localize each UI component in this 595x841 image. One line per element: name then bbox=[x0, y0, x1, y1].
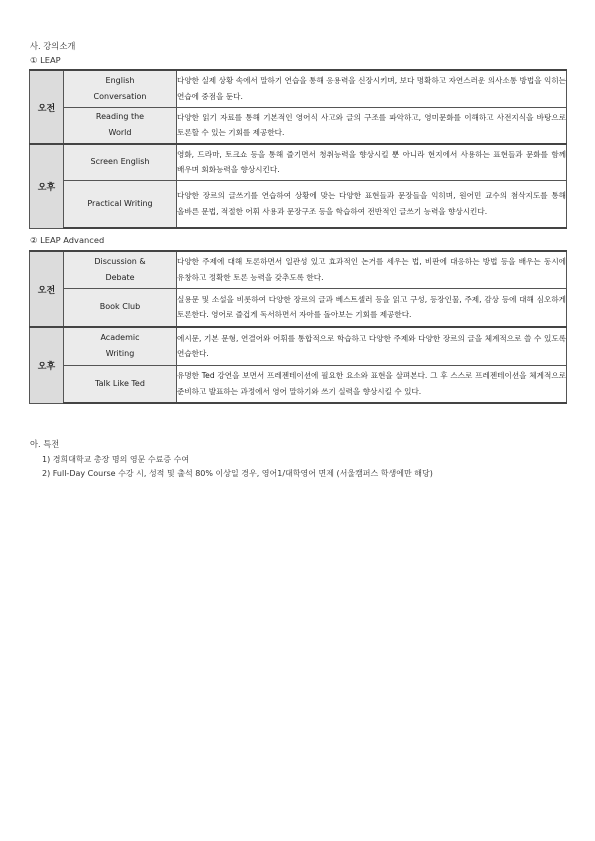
course-name: Talk Like Ted bbox=[64, 365, 177, 403]
course-description: 다양한 주제에 대해 토론하면서 일관성 있고 효과적인 논거를 세우는 법, 비판에 대응하는 방법 등을 배우는 동시에 유창하고 정확한 토론 능력을 갖추도록 한다. bbox=[177, 251, 567, 288]
perk-item: 2) Full-Day Course 수강 시, 성적 및 출석 80% 이상일 경우, 영어1/대학영어 면제 (서울캠퍼스 학생에만 해당) bbox=[42, 469, 433, 478]
session-cell: 오전 bbox=[30, 70, 64, 144]
leap-title: ① LEAP bbox=[30, 55, 61, 65]
course-name: Practical Writing bbox=[64, 180, 177, 228]
leap-advanced-course-table bbox=[29, 250, 567, 404]
course-description: 다양한 실제 상황 속에서 말하기 연습을 통해 응용력을 신장시키며, 보다 명확하고 자연스러운 의사소통 방법을 익히는 연습에 중점을 둔다. bbox=[177, 70, 567, 107]
perks-title: 아. 특전 bbox=[30, 439, 60, 449]
session-cell: 오후 bbox=[30, 144, 64, 228]
table-row bbox=[30, 70, 567, 107]
table-row bbox=[30, 288, 567, 327]
course-name: Book Club bbox=[64, 288, 177, 327]
course-name: Screen English bbox=[64, 144, 177, 180]
course-name-academic-writing: Academic Writing bbox=[64, 327, 177, 365]
section-intro-title: 사. 강의소개 bbox=[30, 41, 76, 51]
course-description: 다양한 장르의 글쓰기를 연습하여 상황에 맞는 다양한 표현들과 문장들을 익히며, 원어민 교수의 첨삭지도를 통해 올바른 문법, 적절한 어휘 사용과 문장구조 등을 학습하여 전반적인 글쓰기 능력을 향상시킨다. bbox=[177, 180, 567, 228]
table-row bbox=[30, 327, 567, 365]
course-description: 에시문, 기본 문형, 연결어와 어휘를 통합적으로 학습하고 다양한 주제와 다양한 장르의 글을 체계적으로 쓸 수 있도록 연습한다. bbox=[177, 327, 567, 365]
course-description: 영화, 드라마, 토크쇼 등을 통해 즐기면서 청취능력을 향상시킬 뿐 아니라 현지에서 사용하는 표현들과 문화를 함께 배우며 회화능력을 향상시킨다. bbox=[177, 144, 567, 180]
course-description: 실용문 및 소설을 비롯하여 다양한 장르의 글과 베스트셀러 등을 읽고 구성, 등장인물, 주제, 감상 등에 대해 심오하게 토론한다. 영어로 즐겁게 독서하면서 자아를 돌아보는 기회를 제공한다. bbox=[177, 288, 567, 327]
session-cell: 오후 bbox=[30, 327, 64, 403]
table-row bbox=[30, 180, 567, 228]
table-row bbox=[30, 107, 567, 144]
course-name-english-conversation: English Conversation bbox=[64, 70, 177, 107]
table-row bbox=[30, 251, 567, 288]
course-description: 유명한 Ted 강연을 보면서 프레젠테이션에 필요한 요소와 표현을 살펴본다. 그 후 스스로 프레젠테이션을 체계적으로 준비하고 발표하는 과정에서 영어 말하기와 쓰기 실력을 향상시킬 수 있다. bbox=[177, 365, 567, 403]
leap-course-table bbox=[29, 69, 567, 229]
course-name-discussion-debate: Discussion & Debate bbox=[64, 251, 177, 288]
course-name-reading-the-world: Reading the World bbox=[64, 107, 177, 144]
table-row bbox=[30, 365, 567, 403]
course-description: 다양한 읽기 자료를 통해 기본적인 영어식 사고와 글의 구조를 파악하고, 영미문화를 이해하고 사전지식을 바탕으로 토론할 수 있는 기회를 제공한다. bbox=[177, 107, 567, 144]
leap-advanced-title: ② LEAP Advanced bbox=[30, 235, 105, 245]
table-row bbox=[30, 144, 567, 180]
session-cell: 오전 bbox=[30, 251, 64, 327]
perk-item: 1) 경희대학교 총장 명의 영문 수료증 수여 bbox=[42, 455, 190, 464]
